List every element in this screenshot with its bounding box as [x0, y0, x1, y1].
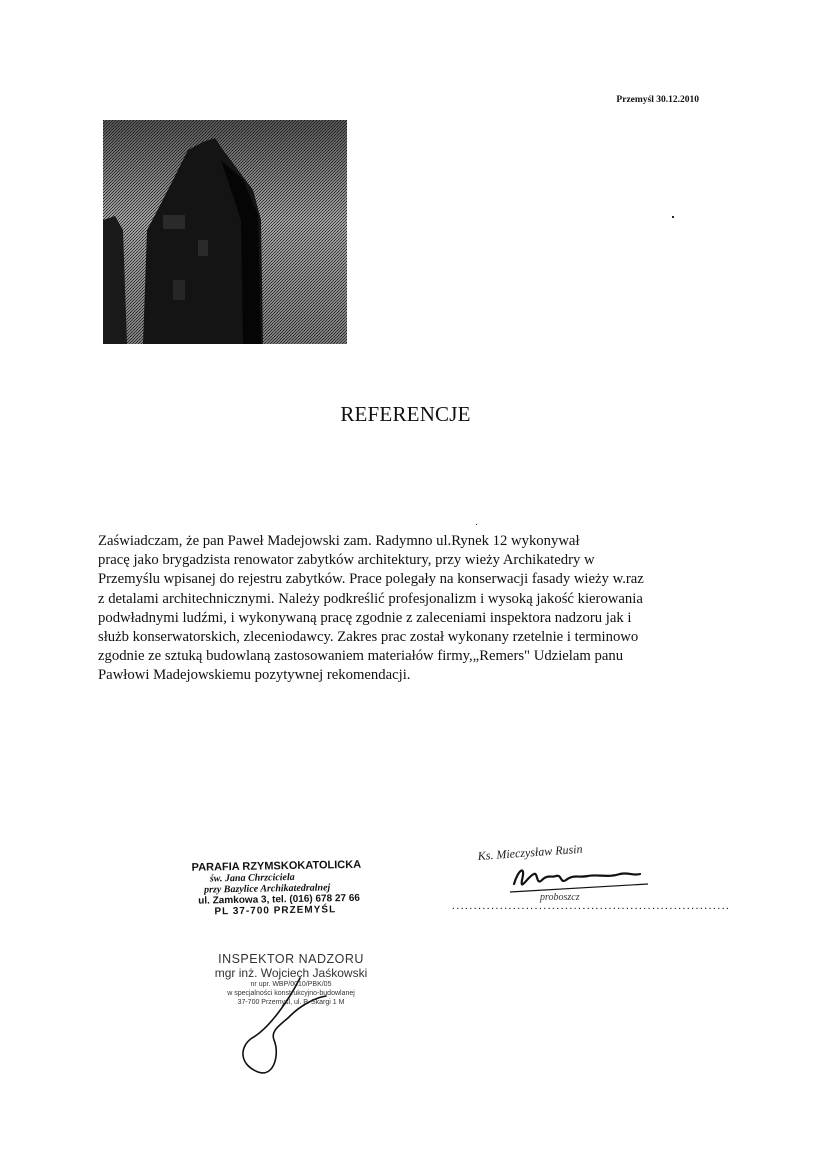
parish-stamp [192, 858, 393, 917]
document-title: REFERENCJE [340, 402, 471, 426]
inspector-stamp-line: 37-700 Przemyśl, ul. P. Skargi 1 M [237, 999, 345, 1006]
body-line: z detalami architechnicznymi. Należy podkreślić profesjonalizm i wysoką jakość kierowania [98, 590, 643, 607]
parish-stamp-line: PL 37-700 PRZEMYŚL [214, 904, 337, 918]
body-line: służb konserwatorskich, zleceniodawcy. Zakres prac został wykonany rzetelnie i terminowo [98, 629, 639, 646]
scan-speck [672, 216, 674, 218]
document-date: Przemyśl 30.12.2010 [616, 95, 699, 105]
parish-stamp-line: PARAFIA RZYMSKOKATOLICKA [191, 858, 362, 874]
inspector-stamp-line: nr upr. WBP/0010/PBK/05 [250, 981, 332, 988]
body-line: Pawłowi Madejowskiemu pozytywnej rekomendacji. [98, 667, 411, 684]
body-line: podwładnymi ludźmi, i wykonywaną pracę zgodnie z zaleceniami inspektora nadzoru jak i [98, 609, 632, 626]
svg-text:Ks. Mieczysław Rusin: Ks. Mieczysław Rusin [477, 841, 583, 863]
svg-text:proboszcz: proboszcz [540, 892, 580, 903]
body-line: Przemyślu wpisanej do rejestru zabytków. Prace polegały na konserwacji fasady wieży w.raz [98, 571, 644, 588]
cathedral-tower-photo [103, 120, 347, 344]
inspector-stamp-line: w specjalności konstrukcyjno-budowlanej [227, 990, 355, 997]
parish-stamp-line: św. Jana Chrzciciela [209, 871, 295, 885]
body-line: Zaświadczam, że pan Paweł Madejowski zam. Radymno ul.Rynek 12 wykonywał [98, 533, 580, 549]
inspector-signature [230, 968, 350, 1078]
parish-stamp-line: ul. Zamkowa 3, tel. (016) 678 27 66 [198, 892, 361, 907]
body-line: pracę jako brygadzista renowator zabytków architektury, przy wieży Archikatedry w [98, 552, 595, 569]
signature-line: ................................................................ [452, 900, 731, 912]
inspector-stamp-line: mgr inż. Wojciech Jaśkowski [214, 966, 368, 980]
scan-speck [476, 524, 477, 525]
reference-body [98, 532, 738, 686]
parish-stamp-line: przy Bazylice Archikatedralnej [203, 882, 331, 896]
inspector-stamp-line: INSPEKTOR NADZORU [218, 952, 364, 966]
body-line: zgodnie ze sztuką budowlaną zastosowaniem materiałów firmy,„Remers" Udzielam panu [98, 648, 624, 665]
